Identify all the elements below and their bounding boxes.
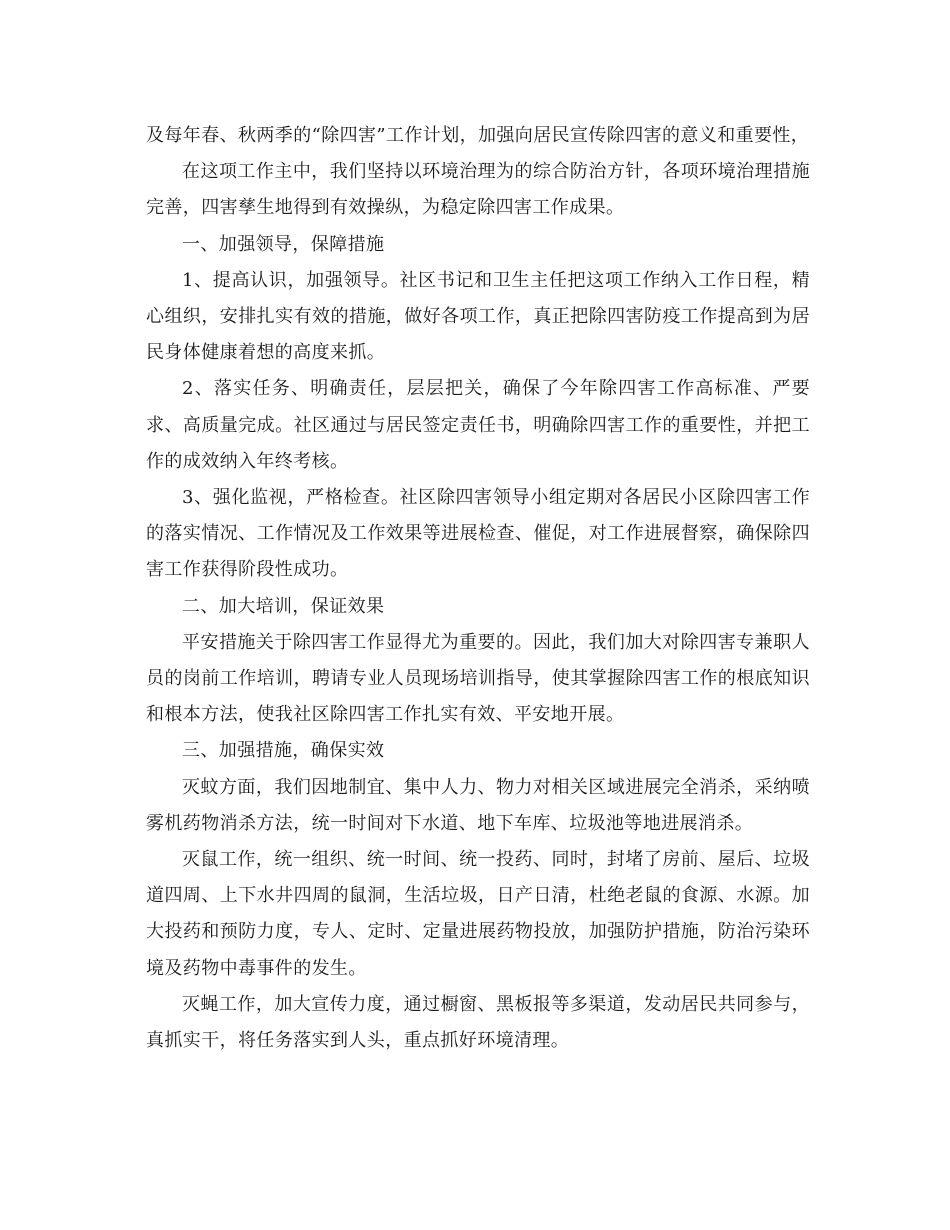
paragraph-1: 及每年春、秋两季的“除四害”工作计划，加强向居民宣传除四害的意义和重要性， [146, 125, 810, 146]
paragraph-8: 灭鼠工作，统一组织、统一时间、统一投药、同时，封堵了房前、屋后、垃圾道四周、上下水井四周的鼠洞，生活垃圾，日产日清，杜绝老鼠的食源、水源。加大投药和预防力度，专人、定时、定量进展药物投放，加强防护措施，防治污染环境及药物中毒事件的发生。 [146, 849, 810, 979]
section-heading-1: 一、加强领导，保障措施 [182, 233, 385, 255]
paragraph-3: 1、提高认识，加强领导。社区书记和卫生主任把这项工作纳入工作日程，精心组织，安排扎实有效的措施，做好各项工作，真正把除四害防疫工作提高到为居民身体健康着想的高度来抓。 [146, 269, 810, 364]
section-heading-2: 二、加大培训，保证效果 [182, 595, 385, 617]
document-body [146, 118, 810, 1059]
paragraph-9: 灭蝇工作，加大宣传力度，通过橱窗、黑板报等多渠道，发动居民共同参与，真抓实干，将任务落实到人头，重点抓好环境清理。 [146, 993, 810, 1052]
paragraph-2: 在这项工作主中，我们坚持以环境治理为的综合防治方针，各项环境治理措施完善，四害孳生地得到有效操纵，为稳定除四害工作成果。 [146, 161, 810, 219]
paragraph-4: 2、落实任务、明确责任，层层把关，确保了今年除四害工作高标准、严要求、高质量完成。社区通过与居民签定责任书，明确除四害工作的重要性，并把工作的成效纳入年终考核。 [146, 378, 810, 472]
paragraph-5: 3、强化监视，严格检查。社区除四害领导小组定期对各居民小区除四害工作的落实情况、工作情况及工作效果等进展检查、催促，对工作进展督察，确保除四害工作获得阶段性成功。 [146, 487, 810, 581]
paragraph-6: 平安措施关于除四害工作显得尤为重要的。因此，我们加大对除四害专兼职人员的岗前工作培训，聘请专业人员现场培训指导，使其掌握除四害工作的根底知识和根本方法，使我社区除四害工作扎实有效、平安地开展。 [146, 631, 810, 726]
paragraph-7: 灭蚊方面，我们因地制宜、集中人力、物力对相关区域进展完全消杀，采纳喷雾机药物消杀方法，统一时间对下水道、地下车库、垃圾池等地进展消杀。 [146, 776, 810, 834]
section-heading-3: 三、加强措施，确保实效 [182, 740, 385, 762]
